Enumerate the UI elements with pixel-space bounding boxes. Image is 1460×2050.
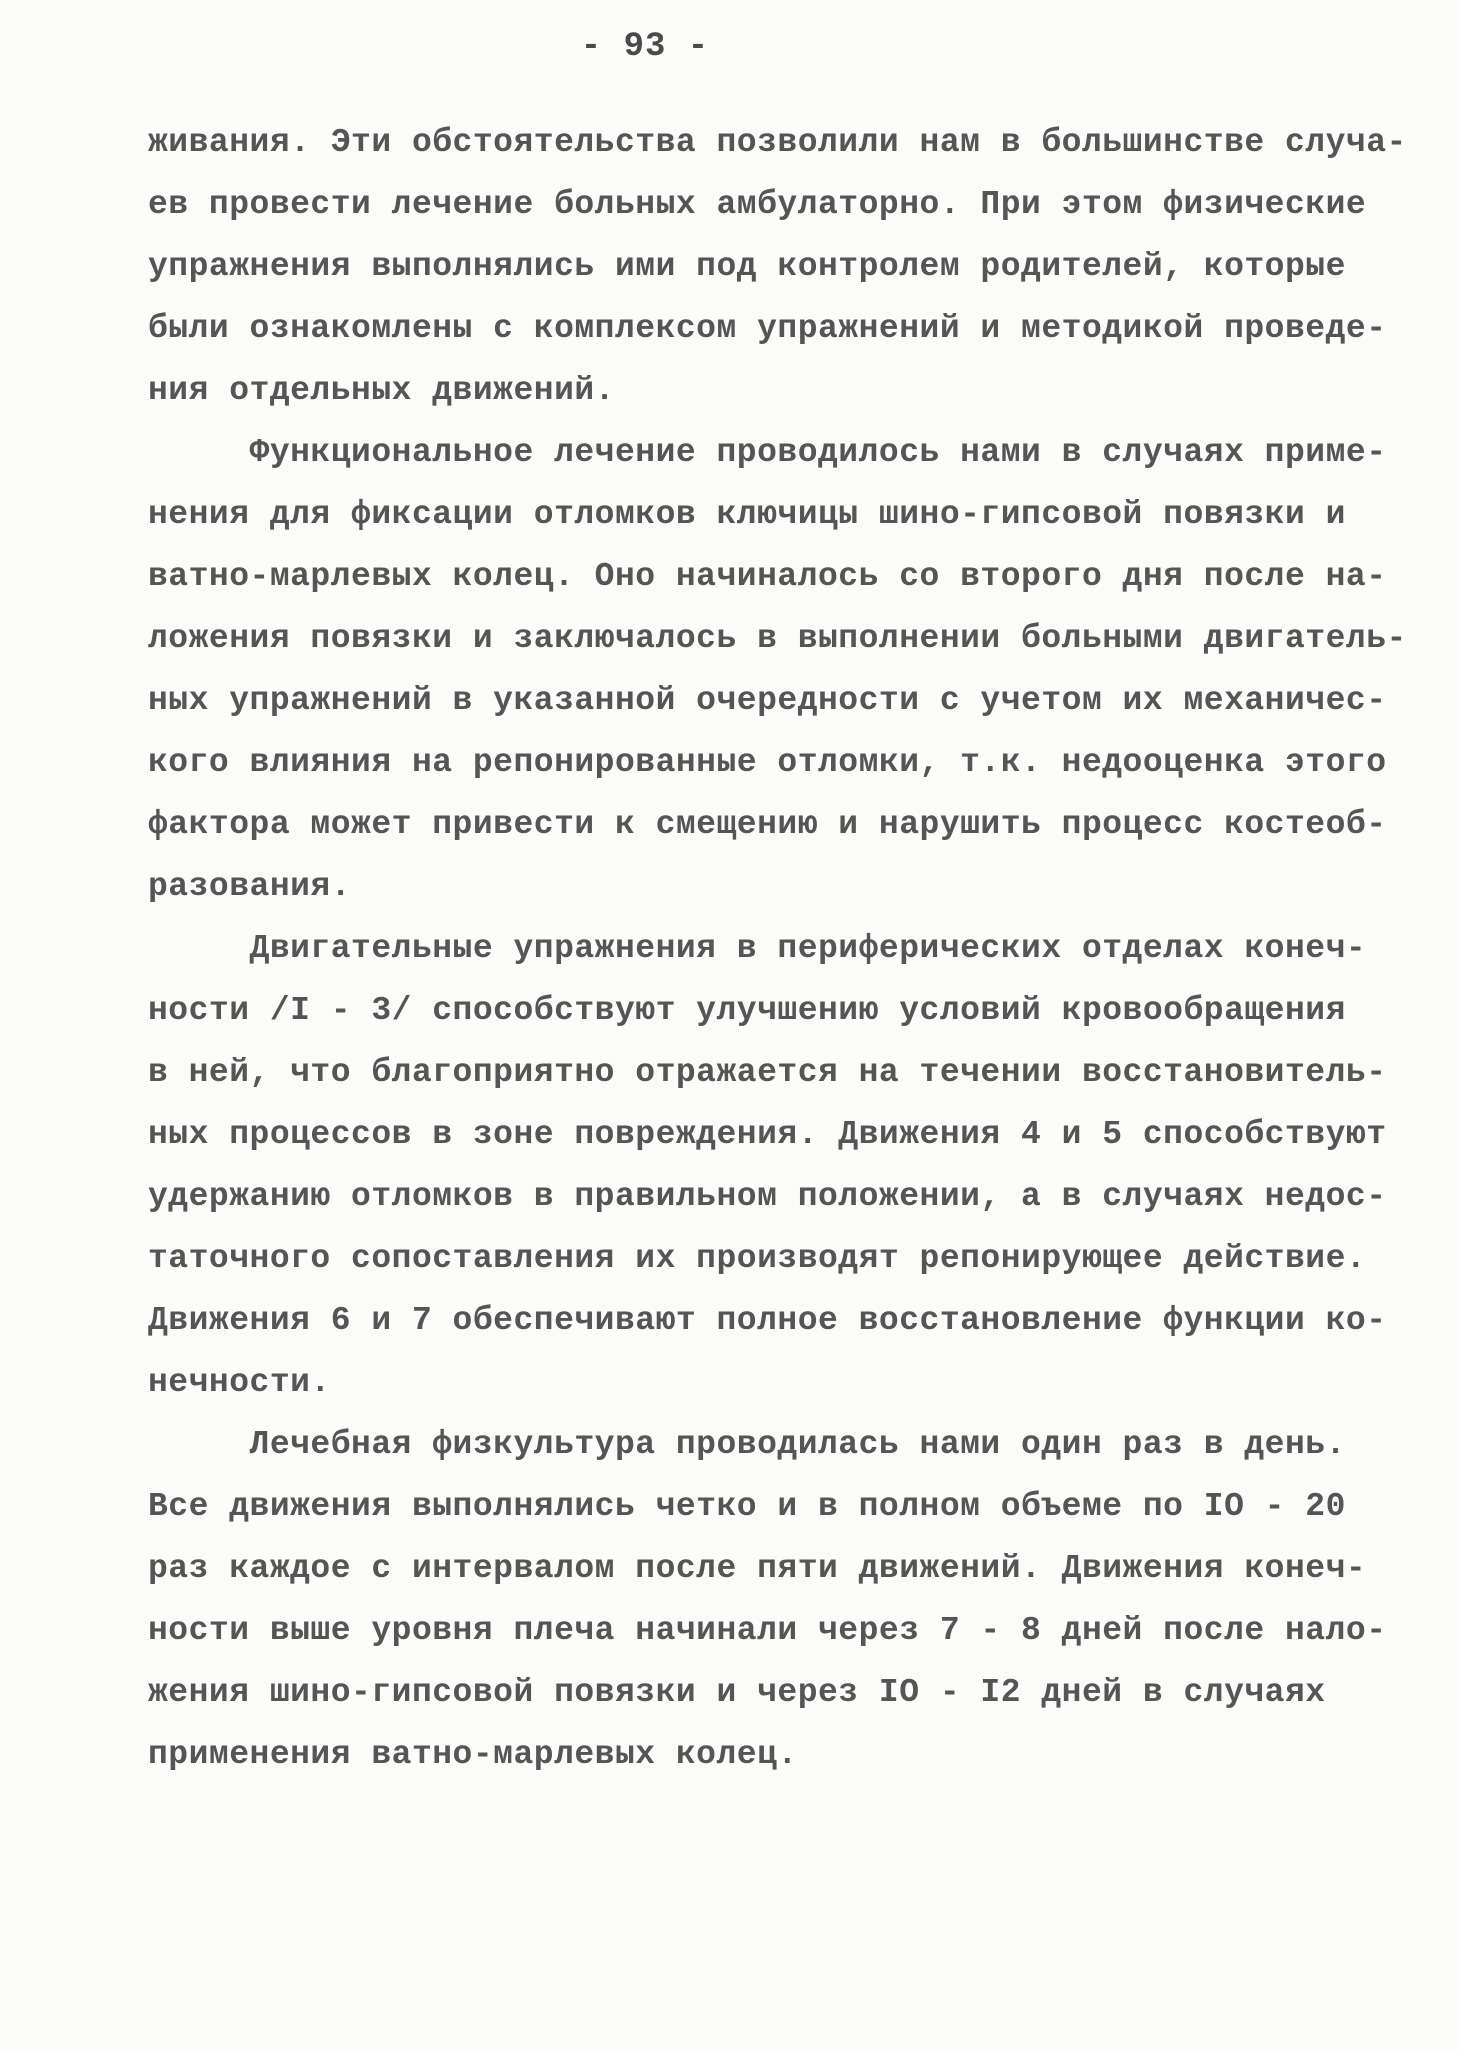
text-line: таточного сопоставления их производят репонирующее действие. xyxy=(148,1240,1367,1277)
text-line: нечности. xyxy=(148,1364,331,1401)
text-line: Функциональное лечение проводилось нами в случаях приме- xyxy=(148,434,1387,471)
text-line: раз каждое с интервалом после пяти движений. Движения конеч- xyxy=(148,1550,1367,1587)
text-line: Лечебная физкультура проводилась нами один раз в день. xyxy=(148,1426,1346,1463)
text-line: ложения повязки и заключалось в выполнении больными двигатель- xyxy=(148,620,1407,657)
text-line: Движения 6 и 7 обеспечивают полное восстановление функции ко- xyxy=(148,1302,1387,1339)
text-line: кого влияния на репонированные отломки, т.к. недооценка этого xyxy=(148,744,1387,781)
text-line: Все движения выполнялись четко и в полном объеме по IO - 20 xyxy=(148,1488,1346,1525)
body-text xyxy=(148,112,1407,1786)
paragraph-4 xyxy=(148,1414,1387,1786)
text-line: упражнения выполнялись ими под контролем родителей, которые xyxy=(148,248,1346,285)
text-line: живания. Эти обстоятельства позволили нам в большинстве случа- xyxy=(148,124,1407,161)
paragraph-1 xyxy=(148,112,1407,422)
text-line: ности выше уровня плеча начинали через 7 - 8 дней после нало- xyxy=(148,1612,1387,1649)
page-number: - 93 - xyxy=(580,28,710,66)
text-line: фактора может привести к смещению и нарушить процесс костеоб- xyxy=(148,806,1387,843)
text-line: ных упражнений в указанной очередности с учетом их механичес- xyxy=(148,682,1387,719)
text-line: ватно-марлевых колец. Оно начиналось со второго дня после на- xyxy=(148,558,1387,595)
text-line: ности /I - 3/ способствуют улучшению условий кровообращения xyxy=(148,992,1346,1029)
text-line: применения ватно-марлевых колец. xyxy=(148,1736,798,1773)
text-line: разования. xyxy=(148,868,352,905)
text-line: ных процессов в зоне повреждения. Движения 4 и 5 способствуют xyxy=(148,1116,1387,1153)
paragraph-2 xyxy=(148,422,1407,918)
text-line: нения для фиксации отломков ключицы шино-гипсовой повязки и xyxy=(148,496,1346,533)
text-line: Двигательные упражнения в периферических отделах конеч- xyxy=(148,930,1367,967)
text-line: ев провести лечение больных амбулаторно. При этом физические xyxy=(148,186,1367,223)
text-line: в ней, что благоприятно отражается на течении восстановитель- xyxy=(148,1054,1387,1091)
text-line: удержанию отломков в правильном положении, а в случаях недос- xyxy=(148,1178,1387,1215)
text-line: ния отдельных движений. xyxy=(148,372,615,409)
text-line: были ознакомлены с комплексом упражнений и методикой проведе- xyxy=(148,310,1387,347)
paragraph-3 xyxy=(148,918,1387,1414)
text-line: жения шино-гипсовой повязки и через IO - I2 дней в случаях xyxy=(148,1674,1326,1711)
